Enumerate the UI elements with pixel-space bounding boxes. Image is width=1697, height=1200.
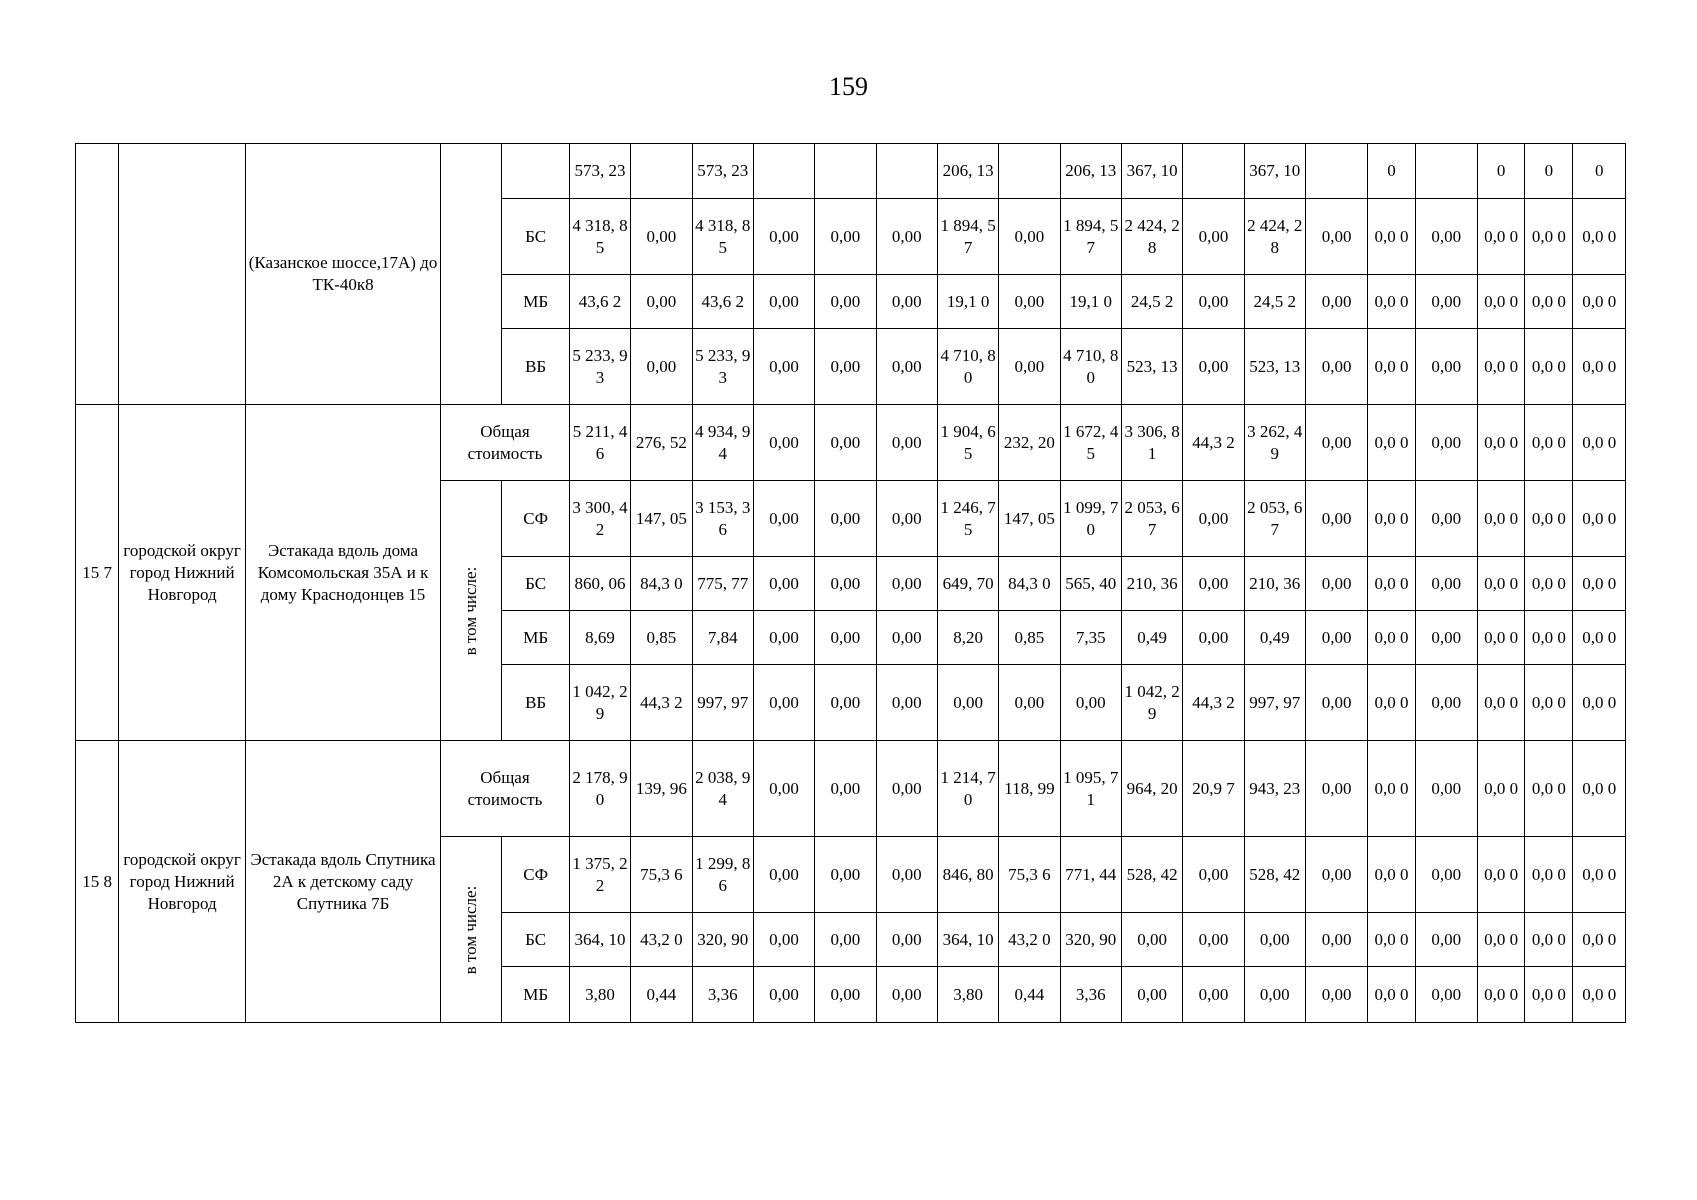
value-cell: 0,00 [1121,967,1182,1023]
value-cell: 0,00 [1244,913,1305,967]
value-cell: 0,0 0 [1525,837,1573,913]
value-cell [1415,144,1477,199]
source-cell: ВБ [502,665,569,741]
value-cell: 2 178, 90 [569,741,630,837]
source-cell: БС [502,199,569,275]
value-cell: 367, 10 [1244,144,1305,199]
value-cell: 276, 52 [631,405,692,481]
value-cell: 0,00 [876,557,937,611]
municipality-cell: городской округ город Нижний Новгород [119,741,246,1023]
value-cell: 2 053, 67 [1121,481,1182,557]
value-cell: 0,00 [1305,329,1367,405]
value-cell [753,144,814,199]
value-cell: 0,0 0 [1573,913,1626,967]
municipality-cell: городской округ город Нижний Новгород [119,405,246,741]
value-cell: 1 042, 29 [1121,665,1182,741]
value-cell: 0,0 0 [1368,741,1415,837]
source-cell [502,144,569,199]
value-cell: 0,0 0 [1525,665,1573,741]
value-cell: 0,00 [1305,837,1367,913]
value-cell: 0,00 [1305,913,1367,967]
value-cell: 0,44 [631,967,692,1023]
value-cell: 43,6 2 [569,275,630,329]
value-cell [1183,144,1244,199]
value-cell: 1 375, 22 [569,837,630,913]
value-cell: 0,00 [876,611,937,665]
value-cell: 118, 99 [999,741,1060,837]
value-cell: 0,49 [1244,611,1305,665]
total-cost-label: Общая стоимость [441,405,570,481]
value-cell: 0,00 [1305,611,1367,665]
source-cell: СФ [502,837,569,913]
value-cell: 4 934, 94 [692,405,753,481]
value-cell: 0,00 [1415,329,1477,405]
object-name-cell: Эстакада вдоль дома Комсомольская 35А и к дому Краснодонцев 15 [245,405,440,741]
value-cell: 0 [1573,144,1626,199]
value-cell: 3,36 [1060,967,1121,1023]
value-cell: 0,0 0 [1573,665,1626,741]
value-cell [815,144,876,199]
value-cell: 1 904, 65 [937,405,998,481]
value-cell: 0,00 [1415,913,1477,967]
value-cell: 3,80 [937,967,998,1023]
value-cell: 997, 97 [1244,665,1305,741]
value-cell: 0,00 [753,913,814,967]
value-cell: 0,00 [1244,967,1305,1023]
value-cell: 44,3 2 [631,665,692,741]
value-cell: 0,00 [1415,665,1477,741]
value-cell: 0,00 [1121,913,1182,967]
value-cell: 75,3 6 [631,837,692,913]
value-cell: 0,0 0 [1368,199,1415,275]
value-cell: 0,0 0 [1525,557,1573,611]
value-cell: 0,0 0 [1525,405,1573,481]
value-cell: 0,00 [753,741,814,837]
value-cell: 0,0 0 [1573,557,1626,611]
value-cell: 0,0 0 [1477,557,1524,611]
row-number-cell: 15 7 [76,405,119,741]
table-row-total [76,741,1626,837]
value-cell: 0,00 [1183,557,1244,611]
value-cell: 0,00 [1305,405,1367,481]
value-cell: 24,5 2 [1121,275,1182,329]
value-cell: 0,0 0 [1573,741,1626,837]
value-cell: 0,0 0 [1477,481,1524,557]
value-cell [1305,144,1367,199]
value-cell: 0,00 [815,741,876,837]
value-cell: 4 318, 85 [692,199,753,275]
value-cell: 7,35 [1060,611,1121,665]
value-cell: 0 [1525,144,1573,199]
value-cell: 0,0 0 [1525,275,1573,329]
value-cell: 0,00 [937,665,998,741]
value-cell: 0,0 0 [1525,967,1573,1023]
value-cell: 0,00 [753,481,814,557]
source-cell: МБ [502,275,569,329]
value-cell: 0,0 0 [1477,837,1524,913]
value-cell: 0,85 [999,611,1060,665]
value-cell: 775, 77 [692,557,753,611]
row-number-cell [76,144,119,405]
object-name-cell: Эстакада вдоль Спутника 2А к детскому саду Спутника 7Б [245,741,440,1023]
value-cell: 0,0 0 [1573,275,1626,329]
value-cell: 75,3 6 [999,837,1060,913]
value-cell: 2 053, 67 [1244,481,1305,557]
value-cell: 0,0 0 [1368,275,1415,329]
value-cell: 0,0 0 [1525,611,1573,665]
value-cell: 364, 10 [937,913,998,967]
value-cell: 19,1 0 [937,275,998,329]
value-cell: 0,00 [876,967,937,1023]
value-cell: 44,3 2 [1183,405,1244,481]
value-cell: 0,00 [815,967,876,1023]
value-cell [631,144,692,199]
value-cell [876,144,937,199]
value-cell: 0,0 0 [1477,665,1524,741]
value-cell: 3,36 [692,967,753,1023]
value-cell: 4 318, 85 [569,199,630,275]
value-cell: 3,80 [569,967,630,1023]
value-cell: 0,00 [1415,837,1477,913]
value-cell: 771, 44 [1060,837,1121,913]
value-cell: 232, 20 [999,405,1060,481]
value-cell: 964, 20 [1121,741,1182,837]
value-cell: 528, 42 [1121,837,1182,913]
value-cell: 320, 90 [692,913,753,967]
value-cell: 0,0 0 [1368,557,1415,611]
value-cell: 0,0 0 [1525,913,1573,967]
value-cell: 0,00 [876,913,937,967]
value-cell: 0,00 [815,611,876,665]
value-cell: 0,00 [815,275,876,329]
value-cell: 84,3 0 [631,557,692,611]
value-cell: 0,0 0 [1368,837,1415,913]
value-cell: 1 099, 70 [1060,481,1121,557]
value-cell: 0,0 0 [1525,741,1573,837]
value-cell: 1 299, 86 [692,837,753,913]
value-cell: 0 [1477,144,1524,199]
source-cell: БС [502,557,569,611]
value-cell: 0,0 0 [1477,913,1524,967]
value-cell: 0,00 [631,329,692,405]
value-cell: 24,5 2 [1244,275,1305,329]
in-that-number-cell [441,144,502,405]
value-cell: 0,00 [876,275,937,329]
value-cell: 649, 70 [937,557,998,611]
value-cell: 43,2 0 [631,913,692,967]
value-cell: 846, 80 [937,837,998,913]
value-cell: 84,3 0 [999,557,1060,611]
value-cell: 3 153, 36 [692,481,753,557]
value-cell: 0,85 [631,611,692,665]
value-cell: 0,0 0 [1368,405,1415,481]
value-cell: 0,00 [1415,481,1477,557]
value-cell: 0,00 [1415,405,1477,481]
value-cell: 0,00 [1305,967,1367,1023]
value-cell: 0,0 0 [1368,611,1415,665]
value-cell: 1 894, 57 [1060,199,1121,275]
value-cell: 0,00 [1183,329,1244,405]
value-cell: 4 710, 80 [1060,329,1121,405]
value-cell: 0,0 0 [1573,199,1626,275]
value-cell: 0,0 0 [1573,611,1626,665]
value-cell: 3 300, 42 [569,481,630,557]
value-cell: 0,00 [815,481,876,557]
value-cell: 0,44 [999,967,1060,1023]
value-cell: 1 095, 71 [1060,741,1121,837]
value-cell: 0,0 0 [1573,329,1626,405]
value-cell: 0,00 [753,611,814,665]
object-name-cell: (Казанское шоссе,17А) до ТК-40к8 [245,144,440,405]
value-cell: 0,00 [631,199,692,275]
value-cell: 210, 36 [1121,557,1182,611]
value-cell: 0,0 0 [1368,329,1415,405]
value-cell: 206, 13 [1060,144,1121,199]
value-cell: 0,00 [815,665,876,741]
source-cell: МБ [502,611,569,665]
value-cell: 0,00 [876,837,937,913]
value-cell: 0,00 [1183,967,1244,1023]
value-cell: 7,84 [692,611,753,665]
value-cell: 0,00 [876,481,937,557]
value-cell: 0,00 [1415,741,1477,837]
value-cell: 860, 06 [569,557,630,611]
value-cell: 0,00 [1415,557,1477,611]
value-cell [999,144,1060,199]
value-cell: 0,00 [1415,967,1477,1023]
value-cell: 0,0 0 [1573,405,1626,481]
value-cell: 3 262, 49 [1244,405,1305,481]
value-cell: 0,00 [999,329,1060,405]
source-cell: ВБ [502,329,569,405]
value-cell: 0,00 [1415,275,1477,329]
source-cell: БС [502,913,569,967]
value-cell: 2 038, 94 [692,741,753,837]
value-cell: 0,0 0 [1573,967,1626,1023]
value-cell: 0,00 [1183,275,1244,329]
value-cell: 0,0 0 [1573,481,1626,557]
value-cell: 0,00 [1183,199,1244,275]
value-cell: 0,00 [876,329,937,405]
source-cell: МБ [502,967,569,1023]
value-cell: 0,0 0 [1477,741,1524,837]
table-row [76,144,1626,199]
value-cell: 0,00 [753,199,814,275]
value-cell: 0,0 0 [1477,199,1524,275]
value-cell: 0,0 0 [1477,967,1524,1023]
value-cell: 0,00 [815,837,876,913]
value-cell: 573, 23 [569,144,630,199]
value-cell: 43,2 0 [999,913,1060,967]
value-cell: 0,00 [1305,199,1367,275]
value-cell: 0,00 [999,665,1060,741]
value-cell: 5 233, 93 [692,329,753,405]
value-cell: 1 246, 75 [937,481,998,557]
value-cell: 573, 23 [692,144,753,199]
value-cell: 997, 97 [692,665,753,741]
value-cell: 367, 10 [1121,144,1182,199]
value-cell: 0,0 0 [1477,275,1524,329]
value-cell: 0,00 [1305,557,1367,611]
table-row-total [76,405,1626,481]
value-cell: 1 042, 29 [569,665,630,741]
value-cell: 0,0 0 [1525,199,1573,275]
value-cell: 0,0 0 [1477,611,1524,665]
in-that-number-label-text: в том числе: [461,566,481,655]
value-cell: 0,00 [1060,665,1121,741]
value-cell: 0,00 [1183,481,1244,557]
value-cell: 0,00 [753,405,814,481]
value-cell: 0,00 [1183,611,1244,665]
value-cell: 0,49 [1121,611,1182,665]
value-cell: 43,6 2 [692,275,753,329]
value-cell: 0,0 0 [1525,481,1573,557]
value-cell: 0,00 [753,837,814,913]
value-cell: 0,00 [753,557,814,611]
value-cell: 0 [1368,144,1415,199]
value-cell: 20,9 7 [1183,741,1244,837]
value-cell: 206, 13 [937,144,998,199]
value-cell: 0,0 0 [1477,405,1524,481]
value-cell: 19,1 0 [1060,275,1121,329]
value-cell: 0,0 0 [1525,329,1573,405]
page-number: 159 [829,72,868,101]
value-cell: 320, 90 [1060,913,1121,967]
value-cell: 4 710, 80 [937,329,998,405]
value-cell: 0,0 0 [1368,913,1415,967]
value-cell: 0,00 [631,275,692,329]
value-cell: 0,0 0 [1477,329,1524,405]
value-cell: 0,00 [999,275,1060,329]
value-cell: 0,00 [1305,665,1367,741]
value-cell: 2 424, 28 [1121,199,1182,275]
value-cell: 0,00 [876,741,937,837]
value-cell: 1 894, 57 [937,199,998,275]
value-cell: 2 424, 28 [1244,199,1305,275]
value-cell: 147, 05 [999,481,1060,557]
value-cell: 3 306, 81 [1121,405,1182,481]
value-cell: 0,00 [753,967,814,1023]
value-cell: 8,69 [569,611,630,665]
value-cell: 0,00 [1415,199,1477,275]
value-cell: 0,00 [1305,741,1367,837]
value-cell: 1 214, 70 [937,741,998,837]
value-cell: 528, 42 [1244,837,1305,913]
value-cell: 0,00 [753,665,814,741]
value-cell: 0,0 0 [1368,481,1415,557]
value-cell: 0,00 [815,405,876,481]
financing-table [75,143,1626,1023]
value-cell: 8,20 [937,611,998,665]
value-cell: 523, 13 [1244,329,1305,405]
value-cell: 0,00 [876,665,937,741]
value-cell: 565, 40 [1060,557,1121,611]
value-cell: 0,00 [815,329,876,405]
row-number-cell: 15 8 [76,741,119,1023]
value-cell: 1 672, 45 [1060,405,1121,481]
value-cell: 364, 10 [569,913,630,967]
in-that-number-label-text: в том числе: [461,885,481,974]
value-cell: 0,00 [1183,913,1244,967]
value-cell: 0,0 0 [1573,837,1626,913]
in-that-number-label [441,837,502,1023]
value-cell: 0,00 [999,199,1060,275]
value-cell: 0,00 [1305,275,1367,329]
value-cell: 0,00 [1183,837,1244,913]
value-cell: 0,0 0 [1368,967,1415,1023]
value-cell: 0,00 [876,405,937,481]
value-cell: 210, 36 [1244,557,1305,611]
value-cell: 0,00 [876,199,937,275]
value-cell: 0,00 [1305,481,1367,557]
value-cell: 943, 23 [1244,741,1305,837]
value-cell: 523, 13 [1121,329,1182,405]
value-cell: 0,00 [753,275,814,329]
municipality-cell [119,144,246,405]
value-cell: 5 211, 46 [569,405,630,481]
value-cell: 0,00 [815,199,876,275]
value-cell: 44,3 2 [1183,665,1244,741]
value-cell: 5 233, 93 [569,329,630,405]
value-cell: 139, 96 [631,741,692,837]
value-cell: 0,00 [815,913,876,967]
source-cell: СФ [502,481,569,557]
value-cell: 0,00 [753,329,814,405]
in-that-number-label [441,481,502,741]
total-cost-label: Общая стоимость [441,741,570,837]
value-cell: 0,0 0 [1368,665,1415,741]
value-cell: 0,00 [815,557,876,611]
value-cell: 147, 05 [631,481,692,557]
value-cell: 0,00 [1415,611,1477,665]
